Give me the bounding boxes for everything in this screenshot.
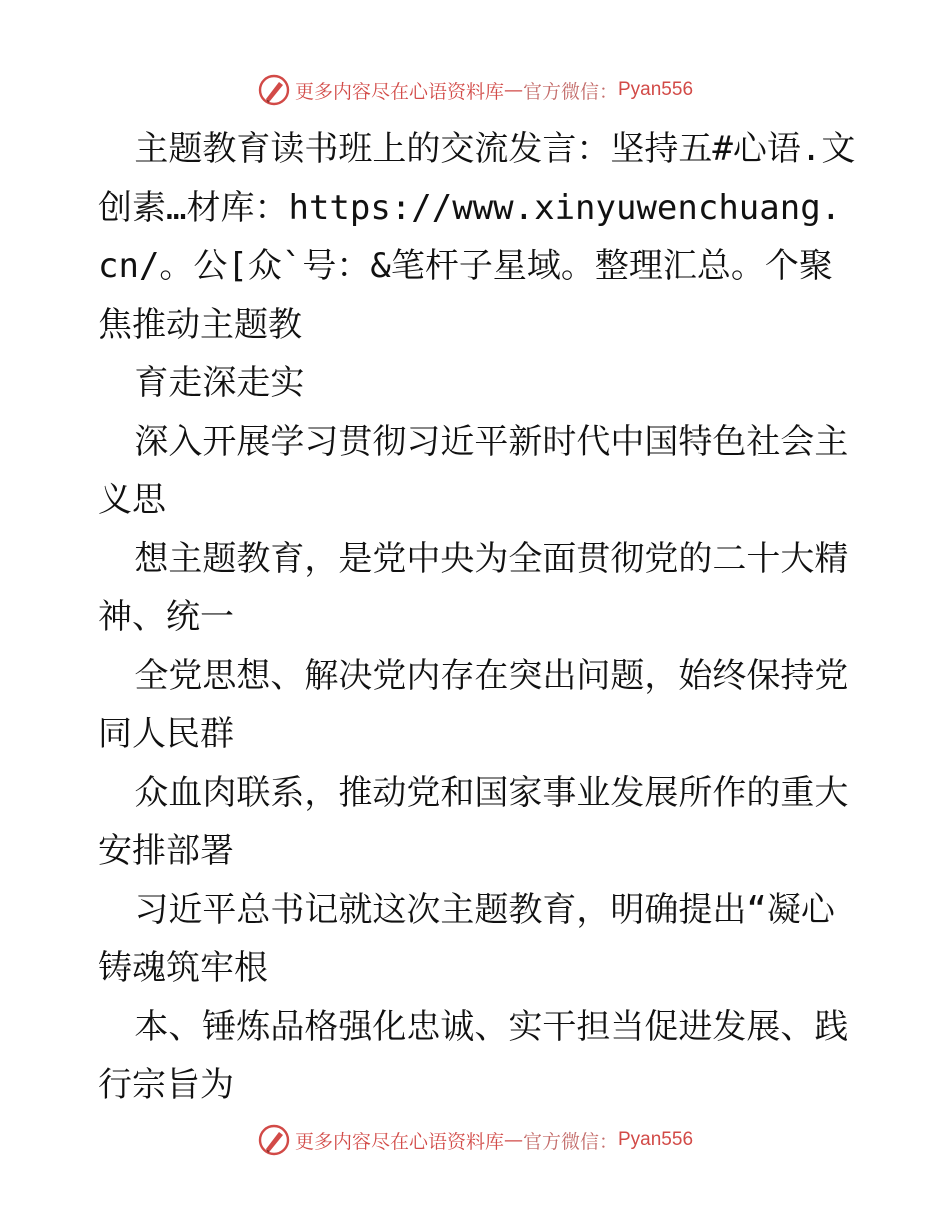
footer-watermark	[0, 1120, 950, 1160]
paragraph: 主题教育读书班上的交流发言：坚持五#心语.文创素…材库：https://www.xinyuwenchuang.cn/。公[众`号：&笔杆子星域。整理汇总。个聚焦推动主题教	[98, 129, 856, 345]
paragraph: 习近平总书记就这次主题教育，明确提出“凝心铸魂筑牢根	[98, 889, 835, 988]
paragraph: 想主题教育，是党中央为全面贯彻党的二十大精神、统一	[98, 538, 849, 637]
pen-logo-icon	[257, 1123, 291, 1157]
paragraph: 全党思想、解决党内存在突出问题，始终保持党同人民群	[98, 655, 849, 754]
banner-text: 更多内容尽在心语资料库	[294, 80, 504, 103]
banner-separator: —	[503, 1129, 523, 1151]
pen-logo-icon	[257, 73, 291, 107]
paragraph: 众血肉联系，推动党和国家事业发展所作的重大安排部署	[98, 772, 849, 871]
paragraph: 本、锤炼品格强化忠诚、实干担当促进发展、践行宗旨为	[98, 1006, 849, 1105]
banner-text: 更多内容尽在心语资料库	[294, 1130, 504, 1153]
banner-account: Pyan556	[618, 79, 694, 100]
banner-official-label: 官方微信：	[522, 80, 618, 103]
paragraph: 育走深走实	[134, 363, 305, 403]
document-body	[98, 120, 858, 1115]
banner-account: Pyan556	[618, 1129, 694, 1150]
header-watermark	[0, 70, 950, 110]
banner-separator: —	[503, 79, 523, 101]
paragraph: 深入开展学习贯彻习近平新时代中国特色社会主义思	[98, 421, 849, 520]
banner-official-label: 官方微信：	[522, 1130, 618, 1153]
